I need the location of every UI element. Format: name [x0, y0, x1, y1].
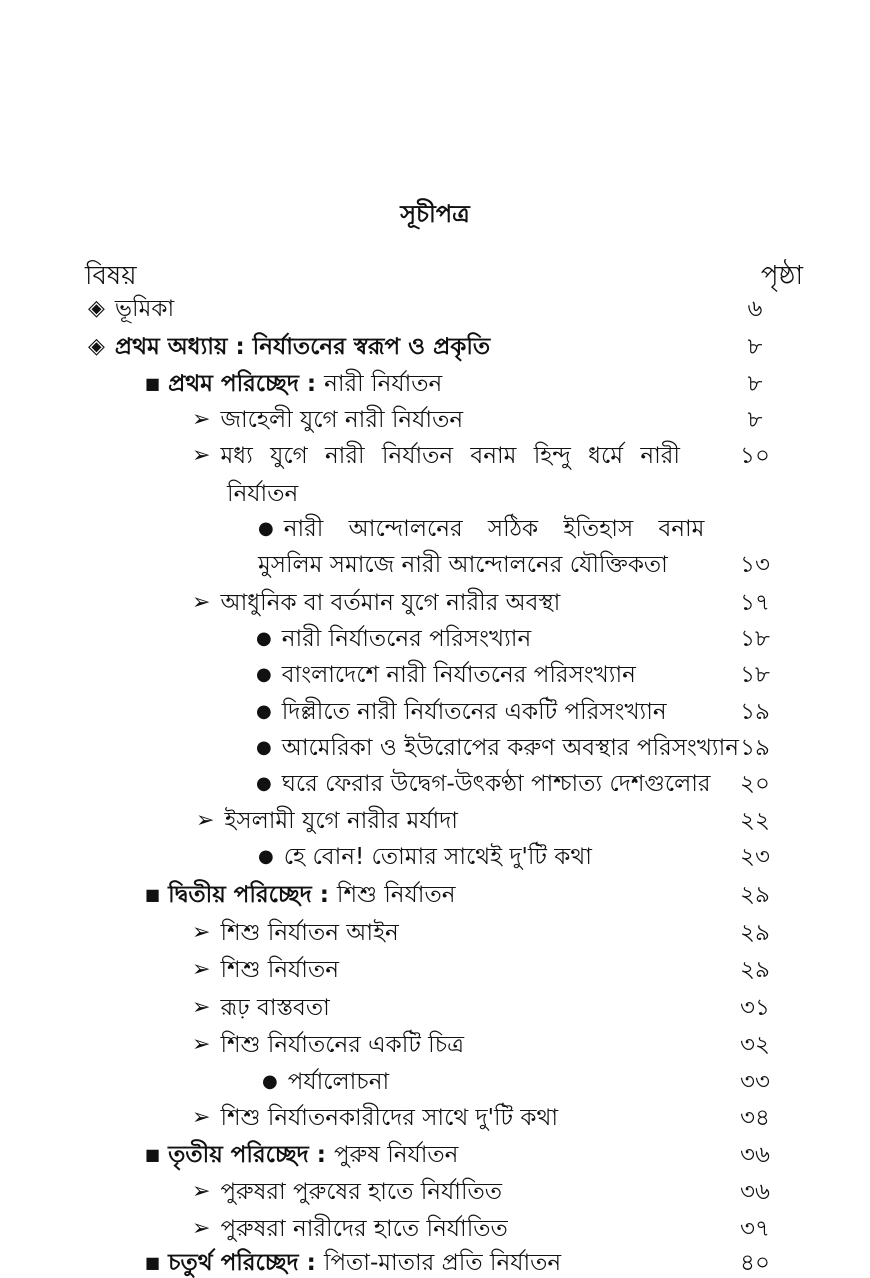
entry-label: নারী আন্দোলনের সঠিক ইতিহাস বনাম — [283, 516, 705, 542]
entry-label: শিশু নির্যাতন আইন — [220, 920, 399, 946]
entry-page-number: ৩৬ — [740, 1179, 770, 1205]
entry-label: ভূমিকা — [114, 296, 175, 322]
diamond-bullet-icon: ◈ — [88, 296, 105, 321]
square-bullet-icon: ■ — [145, 374, 161, 393]
arrow-bullet-icon: ➢ — [196, 808, 215, 833]
entry-page-number: ৮ — [747, 334, 763, 360]
arrow-bullet-icon: ➢ — [192, 1105, 211, 1130]
round-bullet-icon: ● — [256, 628, 272, 649]
entry-page-number: ৩১ — [740, 995, 770, 1021]
entry-label: পিতা-মাতার প্রতি নির্যাতন — [323, 1250, 562, 1276]
diamond-bullet-icon: ◈ — [88, 334, 105, 359]
section-label: তৃতীয় পরিচ্ছেদ : — [168, 1142, 326, 1168]
entry-page-number: ৩২ — [740, 1032, 770, 1058]
entry-page-number: ১৮ — [740, 626, 770, 652]
entry-page-number: ৩৬ — [740, 1142, 770, 1168]
entry-page-number: ২২ — [740, 808, 770, 834]
entry-page-number: ৪০ — [740, 1250, 770, 1276]
entry-page-number: ২৯ — [740, 957, 770, 983]
round-bullet-icon: ● — [256, 701, 272, 722]
entry-label: শিশু নির্যাতনের একটি চিত্র — [220, 1032, 465, 1058]
entry-label: আধুনিক বা বর্তমান যুগে নারীর অবস্থা — [220, 590, 561, 616]
square-bullet-icon: ■ — [145, 1253, 161, 1272]
section-label: দ্বিতীয় পরিচ্ছেদ : — [168, 882, 329, 908]
entry-page-number: ৩৭ — [740, 1216, 770, 1242]
entry-page-number: ১৭ — [740, 590, 770, 616]
page-column-header: পৃষ্ঠা — [760, 261, 803, 291]
square-bullet-icon: ■ — [145, 1145, 161, 1164]
round-bullet-icon: ● — [258, 518, 274, 539]
entry-label: পুরুষরা পুরুষের হাতে নির্যাতিত — [220, 1179, 503, 1205]
round-bullet-icon: ● — [258, 846, 274, 867]
arrow-bullet-icon: ➢ — [192, 1032, 211, 1057]
entry-label: হে বোন! তোমার সাথেই দু'টি কথা — [283, 844, 592, 870]
entry-label: পর্যালোচনা — [287, 1069, 390, 1095]
entry-label: ইসলামী যুগে নারীর মর্যাদা — [224, 808, 458, 834]
section-label: প্রথম পরিচ্ছেদ : — [168, 371, 317, 397]
entry-label: নারী নির্যাতন — [324, 371, 443, 397]
entry-label: রূঢ় বাস্তবতা — [220, 995, 330, 1021]
entry-label: পুরুষ নির্যাতন — [333, 1142, 459, 1168]
entry-page-number: ৬ — [747, 296, 763, 322]
entry-page-number: ৩৪ — [740, 1105, 770, 1131]
arrow-bullet-icon: ➢ — [192, 995, 211, 1020]
entry-page-number: ২৯ — [740, 882, 770, 908]
round-bullet-icon: ● — [256, 737, 272, 758]
entry-page-number: ৩৩ — [740, 1069, 770, 1095]
round-bullet-icon: ● — [256, 773, 272, 794]
entry-label: মধ্য যুগে নারী নির্যাতন বনাম হিন্দু ধর্মে নারী — [220, 443, 680, 469]
arrow-bullet-icon: ➢ — [192, 443, 211, 468]
round-bullet-icon: ● — [256, 664, 272, 685]
entry-label: পুরুষরা নারীদের হাতে নির্যাতিত — [220, 1216, 508, 1242]
entry-label: দিল্লীতে নারী নির্যাতনের একটি পরিসংখ্যান — [281, 699, 667, 725]
entry-page-number: ১৩ — [740, 552, 770, 578]
entry-label: ঘরে ফেরার উদ্বেগ-উৎকণ্ঠা পাশ্চাত্য দেশগুলোর — [281, 771, 711, 797]
entry-page-number: ২০ — [740, 771, 770, 797]
entry-label: নারী নির্যাতনের পরিসংখ্যান — [281, 626, 532, 652]
entry-label: শিশু নির্যাতন — [336, 882, 456, 908]
entry-label: নির্যাতনের স্বরূপ ও প্রকৃতি — [252, 334, 491, 360]
entry-label-continuation: মুসলিম সমাজে নারী আন্দোলনের যৌক্তিকতা — [258, 552, 668, 578]
entry-page-number: ১৯ — [740, 735, 770, 761]
chapter-label: প্রথম অধ্যায় : — [114, 334, 245, 360]
entry-page-number: ২৩ — [740, 844, 770, 870]
entry-label: শিশু নির্যাতন — [220, 957, 339, 983]
entry-label-continuation: নির্যাতন — [227, 481, 299, 507]
arrow-bullet-icon: ➢ — [192, 407, 211, 432]
entry-page-number: ৮ — [747, 407, 763, 433]
arrow-bullet-icon: ➢ — [192, 1179, 211, 1204]
entry-page-number: ২৯ — [740, 920, 770, 946]
entry-page-number: ৮ — [747, 371, 763, 397]
arrow-bullet-icon: ➢ — [192, 957, 211, 982]
entry-label: আমেরিকা ও ইউরোপের করুণ অবস্থার পরিসংখ্যান — [281, 735, 740, 761]
entry-label: বাংলাদেশে নারী নির্যাতনের পরিসংখ্যান — [281, 662, 636, 688]
subject-column-header: বিষয় — [85, 261, 137, 291]
entry-label: শিশু নির্যাতনকারীদের সাথে দু'টি কথা — [220, 1105, 559, 1131]
arrow-bullet-icon: ➢ — [192, 590, 211, 615]
arrow-bullet-icon: ➢ — [192, 1216, 211, 1241]
entry-page-number: ১০ — [740, 443, 770, 469]
section-label: চতুর্থ পরিচ্ছেদ : — [168, 1250, 316, 1276]
entry-label: জাহেলী যুগে নারী নির্যাতন — [220, 407, 464, 433]
arrow-bullet-icon: ➢ — [192, 920, 211, 945]
page-title: সূচীপত্র — [400, 200, 470, 228]
entry-page-number: ১৮ — [740, 662, 770, 688]
square-bullet-icon: ■ — [145, 885, 161, 904]
entry-page-number: ১৯ — [740, 699, 770, 725]
round-bullet-icon: ● — [262, 1071, 278, 1092]
